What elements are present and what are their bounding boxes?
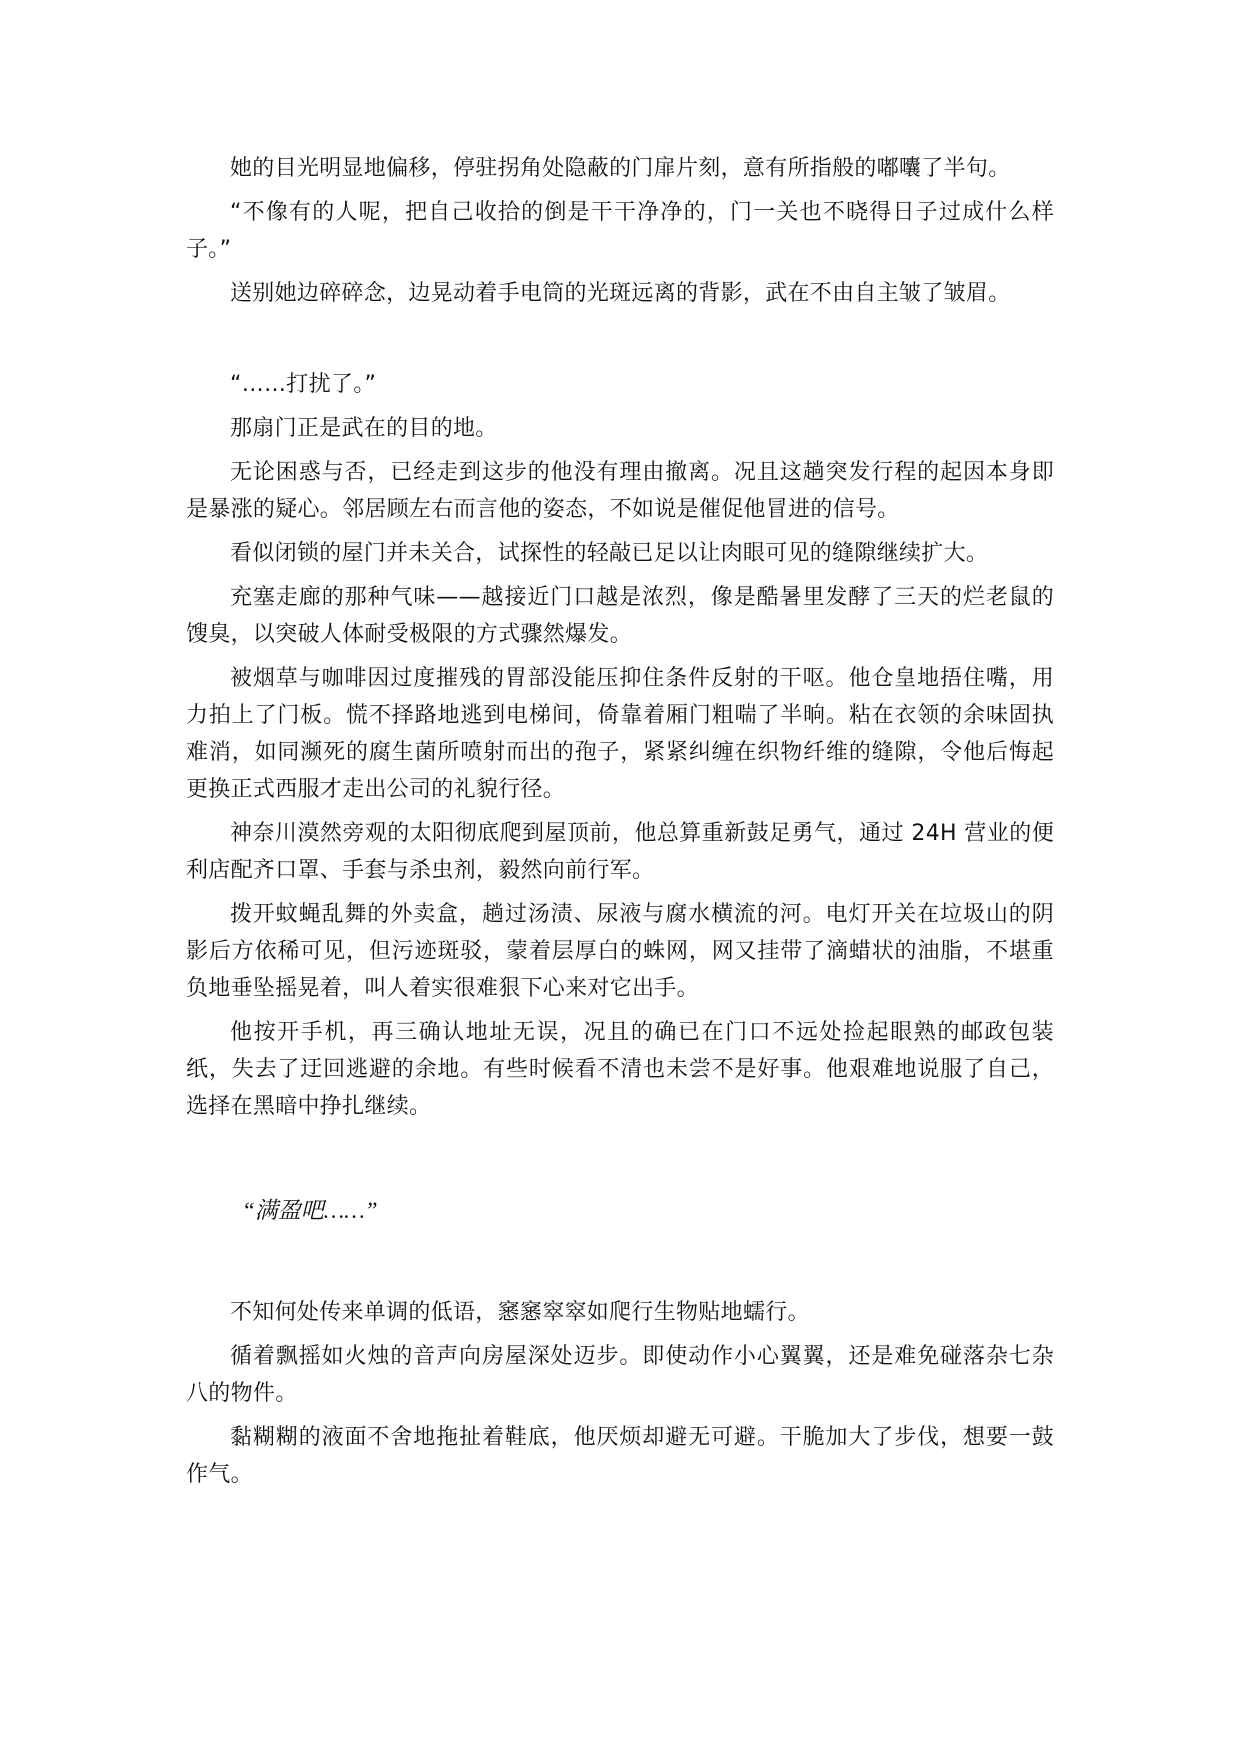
paragraph: 不知何处传来单调的低语，窸窸窣窣如爬行生物贴地蠕行。 xyxy=(230,1300,810,1325)
section-break xyxy=(186,1229,1054,1294)
whisper-line: “满盈吧……” xyxy=(242,1198,378,1223)
paragraph: 拨开蚊蝇乱舞的外卖盒，趟过汤渍、尿液与腐水横流的河。电灯开关在垃圾山的阴影后方依稀可见，但污迹斑驳，蒙着层厚白的蛛网，网又挂带了滴蜡状的油脂，不堪重负地垂坠摇晃着，叫人着实很难狠下心来对它出手。 xyxy=(186,902,1054,1001)
paragraph: 他按开手机，再三确认地址无误，况且的确已在门口不远处捡起眼熟的邮政包装纸，失去了迂回逃避的余地。有些时候看不清也未尝不是好事。他艰难地说服了自己，选择在黑暗中挣扎继续。 xyxy=(186,1020,1054,1119)
paragraph: 充塞走廊的那种气味——越接近门口越是浓烈，像是酷暑里发酵了三天的烂老鼠的馊臭，以突破人体耐受极限的方式骤然爆发。 xyxy=(186,585,1054,647)
document-page xyxy=(186,150,1054,1500)
paragraph: 那扇门正是武在的目的地。 xyxy=(230,416,498,441)
paragraph: 黏糊糊的液面不舍地拖扯着鞋底，他厌烦却避无可避。干脆加大了步伐，想要一鼓作气。 xyxy=(186,1425,1054,1487)
section-break xyxy=(186,1132,1054,1192)
paragraph: 她的目光明显地偏移，停驻拐角处隐蔽的门扉片刻，意有所指般的嘟囔了半句。 xyxy=(230,156,1011,181)
paragraph: 循着飘摇如火烛的音声向房屋深处迈步。即使动作小心翼翼，还是难免碰落杂七杂八的物件。 xyxy=(186,1344,1054,1406)
paragraph: 被烟草与咖啡因过度摧残的胃部没能压抑住条件反射的干呕。他仓皇地捂住嘴，用力拍上了门板。慌不择路地逃到电梯间，倚靠着厢门粗喘了半晌。粘在衣领的余味固执难消，如同濒死的腐生菌所喷射而出的孢子，紧紧纠缠在织物纤维的缝隙，令他后悔起更换正式西服才走出公司的礼貌行径。 xyxy=(186,666,1054,802)
section-break xyxy=(186,319,1054,366)
paragraph: 看似闭锁的屋门并未关合，试探性的轻敲已足以让肉眼可见的缝隙继续扩大。 xyxy=(230,541,989,566)
paragraph: 无论困惑与否，已经走到这步的他没有理由撤离。况且这趟突发行程的起因本身即是暴涨的疑心。邻居顾左右而言他的姿态，不如说是催促他冒进的信号。 xyxy=(186,460,1054,522)
paragraph: 神奈川漠然旁观的太阳彻底爬到屋顶前，他总算重新鼓足勇气，通过 24H 营业的便利店配齐口罩、手套与杀虫剂，毅然向前行军。 xyxy=(186,821,1054,883)
paragraph: “不像有的人呢，把自己收拾的倒是干干净净的，门一关也不晓得日子过成什么样子。” xyxy=(186,200,1054,262)
paragraph: “……打扰了。” xyxy=(230,372,377,397)
paragraph: 送别她边碎碎念，边晃动着手电筒的光斑远离的背影，武在不由自主皱了皱眉。 xyxy=(230,281,1011,306)
